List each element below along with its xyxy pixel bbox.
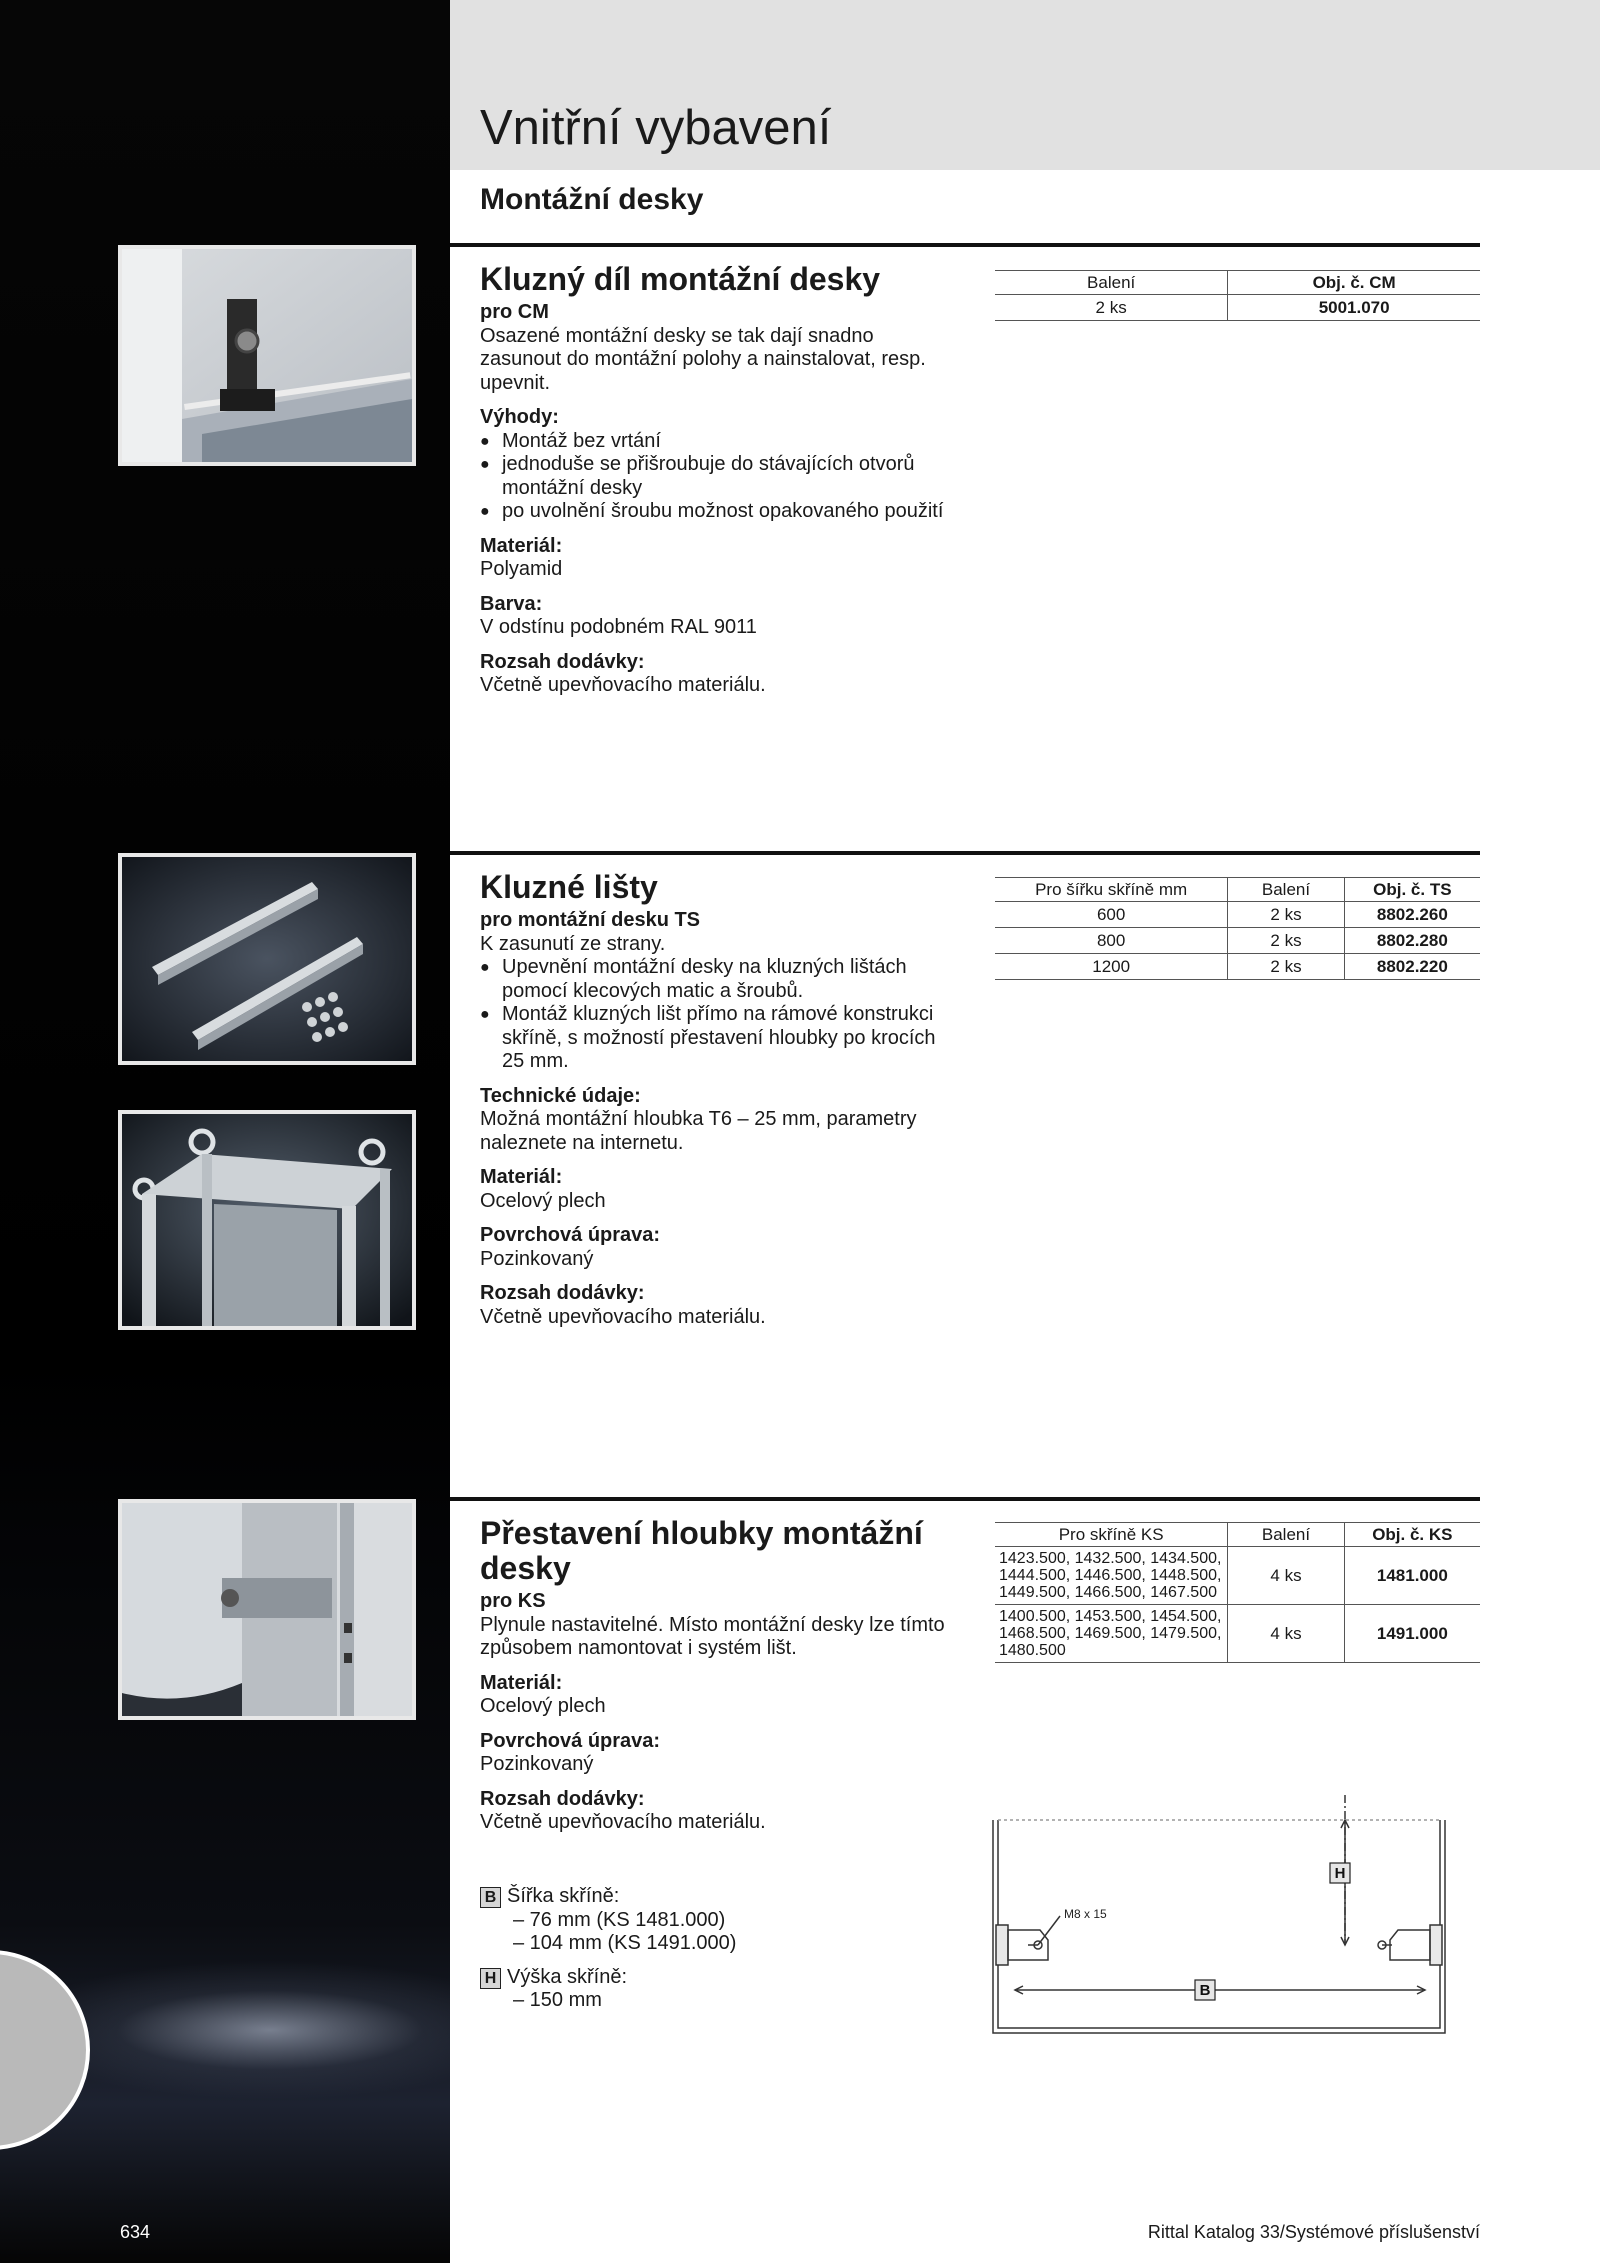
b-callout-letter: B bbox=[1199, 1982, 1211, 1999]
table-row bbox=[995, 1605, 1480, 1663]
table-row bbox=[995, 954, 1480, 980]
section-rule bbox=[450, 243, 1480, 247]
table-cell: 8802.220 bbox=[1344, 954, 1480, 980]
order-table-ks bbox=[995, 1522, 1480, 1663]
width-items bbox=[480, 1909, 736, 1956]
product-photo-slide-part bbox=[118, 245, 416, 466]
scope-value: Včetně upevňovacího materiálu. bbox=[480, 674, 766, 696]
product-photo-cabinet-frame bbox=[118, 1110, 416, 1330]
feature-list bbox=[480, 956, 960, 1074]
scope-value: Včetně upevňovacího materiálu. bbox=[480, 1811, 766, 1833]
cabinet-frame-illustration bbox=[122, 1114, 412, 1326]
tech-label: Technické údaje: bbox=[480, 1084, 641, 1107]
table-cell: 4 ks bbox=[1228, 1605, 1344, 1663]
column-header: Obj. č. TS bbox=[1344, 878, 1480, 902]
h-callout-letter: H bbox=[1334, 1865, 1346, 1882]
product-depth-adjust bbox=[480, 1516, 960, 1835]
list-item: – 150 mm bbox=[513, 1989, 602, 2011]
order-table-cm bbox=[995, 270, 1480, 321]
product-title: Kluzné lišty bbox=[480, 869, 658, 905]
section-rule bbox=[450, 851, 1480, 855]
list-item: ● po uvolnění šroubu možnost opakovaného použití bbox=[480, 500, 960, 524]
surface-label: Povrchová úprava: bbox=[480, 1224, 661, 1246]
product-slide-part bbox=[480, 262, 960, 698]
list-item: ● Upevnění montážní desky na kluzných lištách pomocí klecových matic a šroubů. bbox=[480, 956, 960, 1003]
column-header: Pro šířku skříně mm bbox=[995, 878, 1228, 902]
advantages-list bbox=[480, 430, 960, 524]
table-cell: 1481.000 bbox=[1344, 1547, 1480, 1605]
product-subtitle: pro KS bbox=[480, 1590, 546, 1612]
table-cell: 2 ks bbox=[995, 295, 1228, 321]
product-intro: Osazené montážní desky se tak dají snadno zasunout do montážní polohy a nainstalovat, resp. upevnit. bbox=[480, 324, 926, 394]
table-cell: 2 ks bbox=[1228, 902, 1344, 928]
surface-label: Povrchová úprava: bbox=[480, 1729, 661, 1752]
product-slide-rails bbox=[480, 870, 960, 1329]
product-subtitle: pro montážní desku TS bbox=[480, 909, 701, 931]
material-label: Materiál: bbox=[480, 534, 563, 557]
page-title: Vnitřní vybavení bbox=[480, 101, 832, 155]
color-label: Barva: bbox=[480, 592, 543, 615]
table-header-row bbox=[995, 271, 1480, 295]
height-label: Výška skříně: bbox=[507, 1965, 628, 1988]
list-item: ● jednoduše se přišroubuje do stávajících otvorů montážní desky bbox=[480, 453, 960, 500]
table-cell: 2 ks bbox=[1228, 928, 1344, 954]
b-letter-box: B bbox=[480, 1887, 501, 1908]
column-header: Balení bbox=[995, 271, 1228, 295]
material-label: Materiál: bbox=[480, 1671, 563, 1694]
tech-value: Možná montážní hloubka T6 – 25 mm, parametry naleznete na internetu. bbox=[480, 1108, 917, 1154]
width-label: Šířka skříně: bbox=[507, 1885, 620, 1907]
table-cell: 8802.280 bbox=[1344, 928, 1480, 954]
bolt-label: M8 x 15 bbox=[1064, 1907, 1107, 1921]
height-items bbox=[480, 1989, 736, 2013]
table-cell: 1200 bbox=[995, 954, 1228, 980]
material-value: Ocelový plech bbox=[480, 1189, 606, 1212]
product-title: Přestavení hloubky montážní desky bbox=[480, 1515, 923, 1586]
material-value: Polyamid bbox=[480, 558, 563, 580]
scope-label: Rozsah dodávky: bbox=[480, 1787, 645, 1810]
catalog-footer: Rittal Katalog 33/Systémové příslušenství bbox=[1147, 2222, 1480, 2242]
color-value: V odstínu podobném RAL 9011 bbox=[480, 616, 757, 638]
table-row bbox=[995, 295, 1480, 321]
table-cell: 1491.000 bbox=[1344, 1605, 1480, 1663]
section-rule bbox=[450, 1497, 1480, 1501]
list-item: – 76 mm (KS 1481.000) bbox=[513, 1908, 726, 1931]
table-cell: 4 ks bbox=[1228, 1547, 1344, 1605]
column-header: Pro skříně KS bbox=[995, 1523, 1228, 1547]
material-value: Ocelový plech bbox=[480, 1695, 606, 1717]
list-item: ● Montáž kluzných lišt přímo na rámové konstrukci skříně, s možností přestavení hloubky po krocích 25 mm. bbox=[480, 1003, 960, 1074]
product-photo-depth-adjust bbox=[118, 1499, 416, 1720]
column-header: Balení bbox=[1228, 878, 1344, 902]
dimension-legend bbox=[480, 1885, 736, 2013]
product-intro: K zasunutí ze strany. bbox=[480, 932, 666, 955]
material-label: Materiál: bbox=[480, 1166, 563, 1188]
scope-value: Včetně upevňovacího materiálu. bbox=[480, 1305, 766, 1328]
surface-value: Pozinkovaný bbox=[480, 1247, 594, 1270]
column-header: Obj. č. KS bbox=[1344, 1523, 1480, 1547]
column-header: Obj. č. CM bbox=[1228, 271, 1480, 295]
table-cell: 600 bbox=[995, 902, 1228, 928]
table-cell: 5001.070 bbox=[1228, 295, 1480, 321]
product-photo-slide-rails bbox=[118, 853, 416, 1065]
slide-rails-illustration bbox=[122, 857, 412, 1061]
list-item: – 104 mm (KS 1491.000) bbox=[513, 1932, 737, 1954]
table-cell: 1423.500, 1432.500, 1434.500, 1444.500, 1446.500, 1448.500, 1449.500, 1466.500, 1467.500 bbox=[995, 1547, 1228, 1605]
table-cell: 8802.260 bbox=[1344, 902, 1480, 928]
h-letter-box: H bbox=[480, 1968, 501, 1989]
list-item: ● Montáž bez vrtání bbox=[480, 430, 960, 454]
technical-drawing bbox=[990, 1790, 1450, 2035]
table-row bbox=[995, 928, 1480, 954]
scope-label: Rozsah dodávky: bbox=[480, 650, 645, 673]
table-cell: 800 bbox=[995, 928, 1228, 954]
table-cell: 1400.500, 1453.500, 1454.500, 1468.500, 1469.500, 1479.500, 1480.500 bbox=[995, 1605, 1228, 1663]
table-row bbox=[995, 1547, 1480, 1605]
table-row bbox=[995, 902, 1480, 928]
table-header-row bbox=[995, 1523, 1480, 1547]
table-cell: 2 ks bbox=[1228, 954, 1344, 980]
section-title: Montážní desky bbox=[480, 183, 704, 216]
table-header-row bbox=[995, 878, 1480, 902]
surface-value: Pozinkovaný bbox=[480, 1753, 594, 1775]
order-table-ts bbox=[995, 877, 1480, 980]
width-legend bbox=[480, 1885, 736, 1909]
advantages-label: Výhody: bbox=[480, 406, 559, 428]
page-number: 634 bbox=[120, 2222, 151, 2242]
depth-adjust-illustration bbox=[122, 1503, 412, 1716]
height-legend bbox=[480, 1966, 736, 1990]
column-header: Balení bbox=[1228, 1523, 1344, 1547]
product-subtitle: pro CM bbox=[480, 301, 549, 323]
product-intro: Plynule nastavitelné. Místo montážní desky lze tímto způsobem namontovat i systém lišt. bbox=[480, 1613, 945, 1659]
product-title: Kluzný díl montážní desky bbox=[480, 261, 881, 297]
scope-label: Rozsah dodávky: bbox=[480, 1282, 645, 1304]
slide-part-illustration bbox=[122, 249, 412, 462]
